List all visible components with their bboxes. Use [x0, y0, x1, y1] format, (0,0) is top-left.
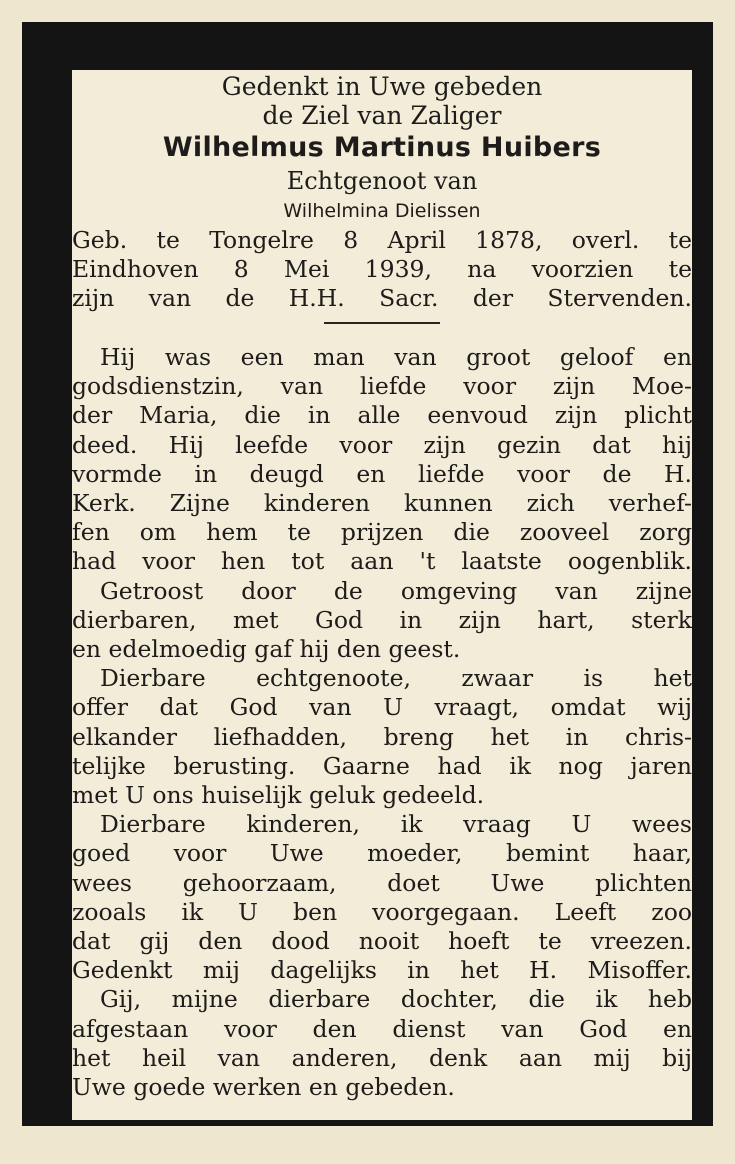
text-line: Gij, mijne dierbare dochter, die ik heb	[100, 985, 692, 1014]
text-line: dat gij den dood nooit hoeft te vreezen.	[72, 927, 692, 956]
text-line: afgestaan voor den dienst van God en	[72, 1014, 692, 1043]
deceased-name: Wilhelmus Martinus Huibers	[162, 132, 602, 163]
birth-death-line: zijn van de H.H. Sacr. der Stervenden.	[72, 284, 692, 312]
memorial-card	[22, 22, 713, 1126]
text-line: Uwe goede werken en gebeden.	[72, 1073, 455, 1102]
card-inner-panel	[72, 70, 692, 1120]
prayer-request: Gedenkt in Uwe gebeden	[221, 72, 543, 101]
text-line: Gedenkt mij dagelijks in het H. Misoffer.	[72, 956, 692, 985]
eulogy-text	[72, 343, 692, 1102]
text-line: dierbaren, met God in zijn hart, sterk	[72, 605, 692, 634]
text-line: goed voor Uwe moeder, bemint haar,	[72, 839, 692, 868]
paragraph	[72, 985, 692, 1102]
birth-death-line: Eindhoven 8 Mei 1939, na voorzien te	[72, 255, 692, 283]
text-line: Hij was een man van groot geloof en	[100, 343, 692, 371]
text-line: met U ons huiselijk geluk gedeeld.	[72, 781, 485, 810]
text-line: Dierbare echtgenoote, zwaar is het	[100, 664, 692, 693]
paragraph	[72, 343, 692, 577]
divider-rule	[324, 322, 440, 324]
text-line: Getroost door de omgeving van zijne	[100, 576, 692, 605]
text-line: Kerk. Zijne kinderen kunnen zich verhef-	[72, 489, 692, 518]
text-line: had voor hen tot aan 't laatste oogenblik.	[72, 547, 692, 576]
spouse-label: Echtgenoot van	[286, 167, 478, 195]
paragraph	[72, 577, 692, 665]
text-line: offer dat God van U vraagt, omdat wij	[72, 693, 692, 722]
text-line: en edelmoedig gaf hij den geest.	[72, 635, 461, 664]
text-line: fen om hem te prijzen die zooveel zorg	[72, 518, 692, 547]
text-line: vormde in deugd en liefde voor de H.	[72, 459, 692, 488]
text-line: het heil van anderen, denk aan mij bij	[72, 1043, 692, 1072]
paragraph	[72, 810, 692, 985]
text-line: der Maria, die in alle eenvoud zijn plicht	[72, 401, 692, 430]
text-line: Dierbare kinderen, ik vraag U wees	[100, 810, 692, 839]
soul-of-deceased: de Ziel van Zaliger	[262, 101, 502, 130]
text-line: elkander liefhadden, breng het in chris-	[72, 722, 692, 751]
text-line: telijke berusting. Gaarne had ik nog jaren	[72, 751, 692, 780]
text-line: godsdienstzin, van liefde voor zijn Moe-	[72, 372, 692, 401]
text-line: wees gehoorzaam, doet Uwe plichten	[72, 868, 692, 897]
birth-death-details	[72, 226, 692, 313]
text-line: zooals ik U ben voorgegaan. Leeft zoo	[72, 897, 692, 926]
text-line: deed. Hij leefde voor zijn gezin dat hij	[72, 430, 692, 459]
birth-death-line: Geb. te Tongelre 8 April 1878, overl. te	[72, 226, 692, 254]
card-header	[72, 70, 692, 226]
paragraph	[72, 664, 692, 810]
spouse-name: Wilhelmina Dielissen	[283, 200, 481, 222]
